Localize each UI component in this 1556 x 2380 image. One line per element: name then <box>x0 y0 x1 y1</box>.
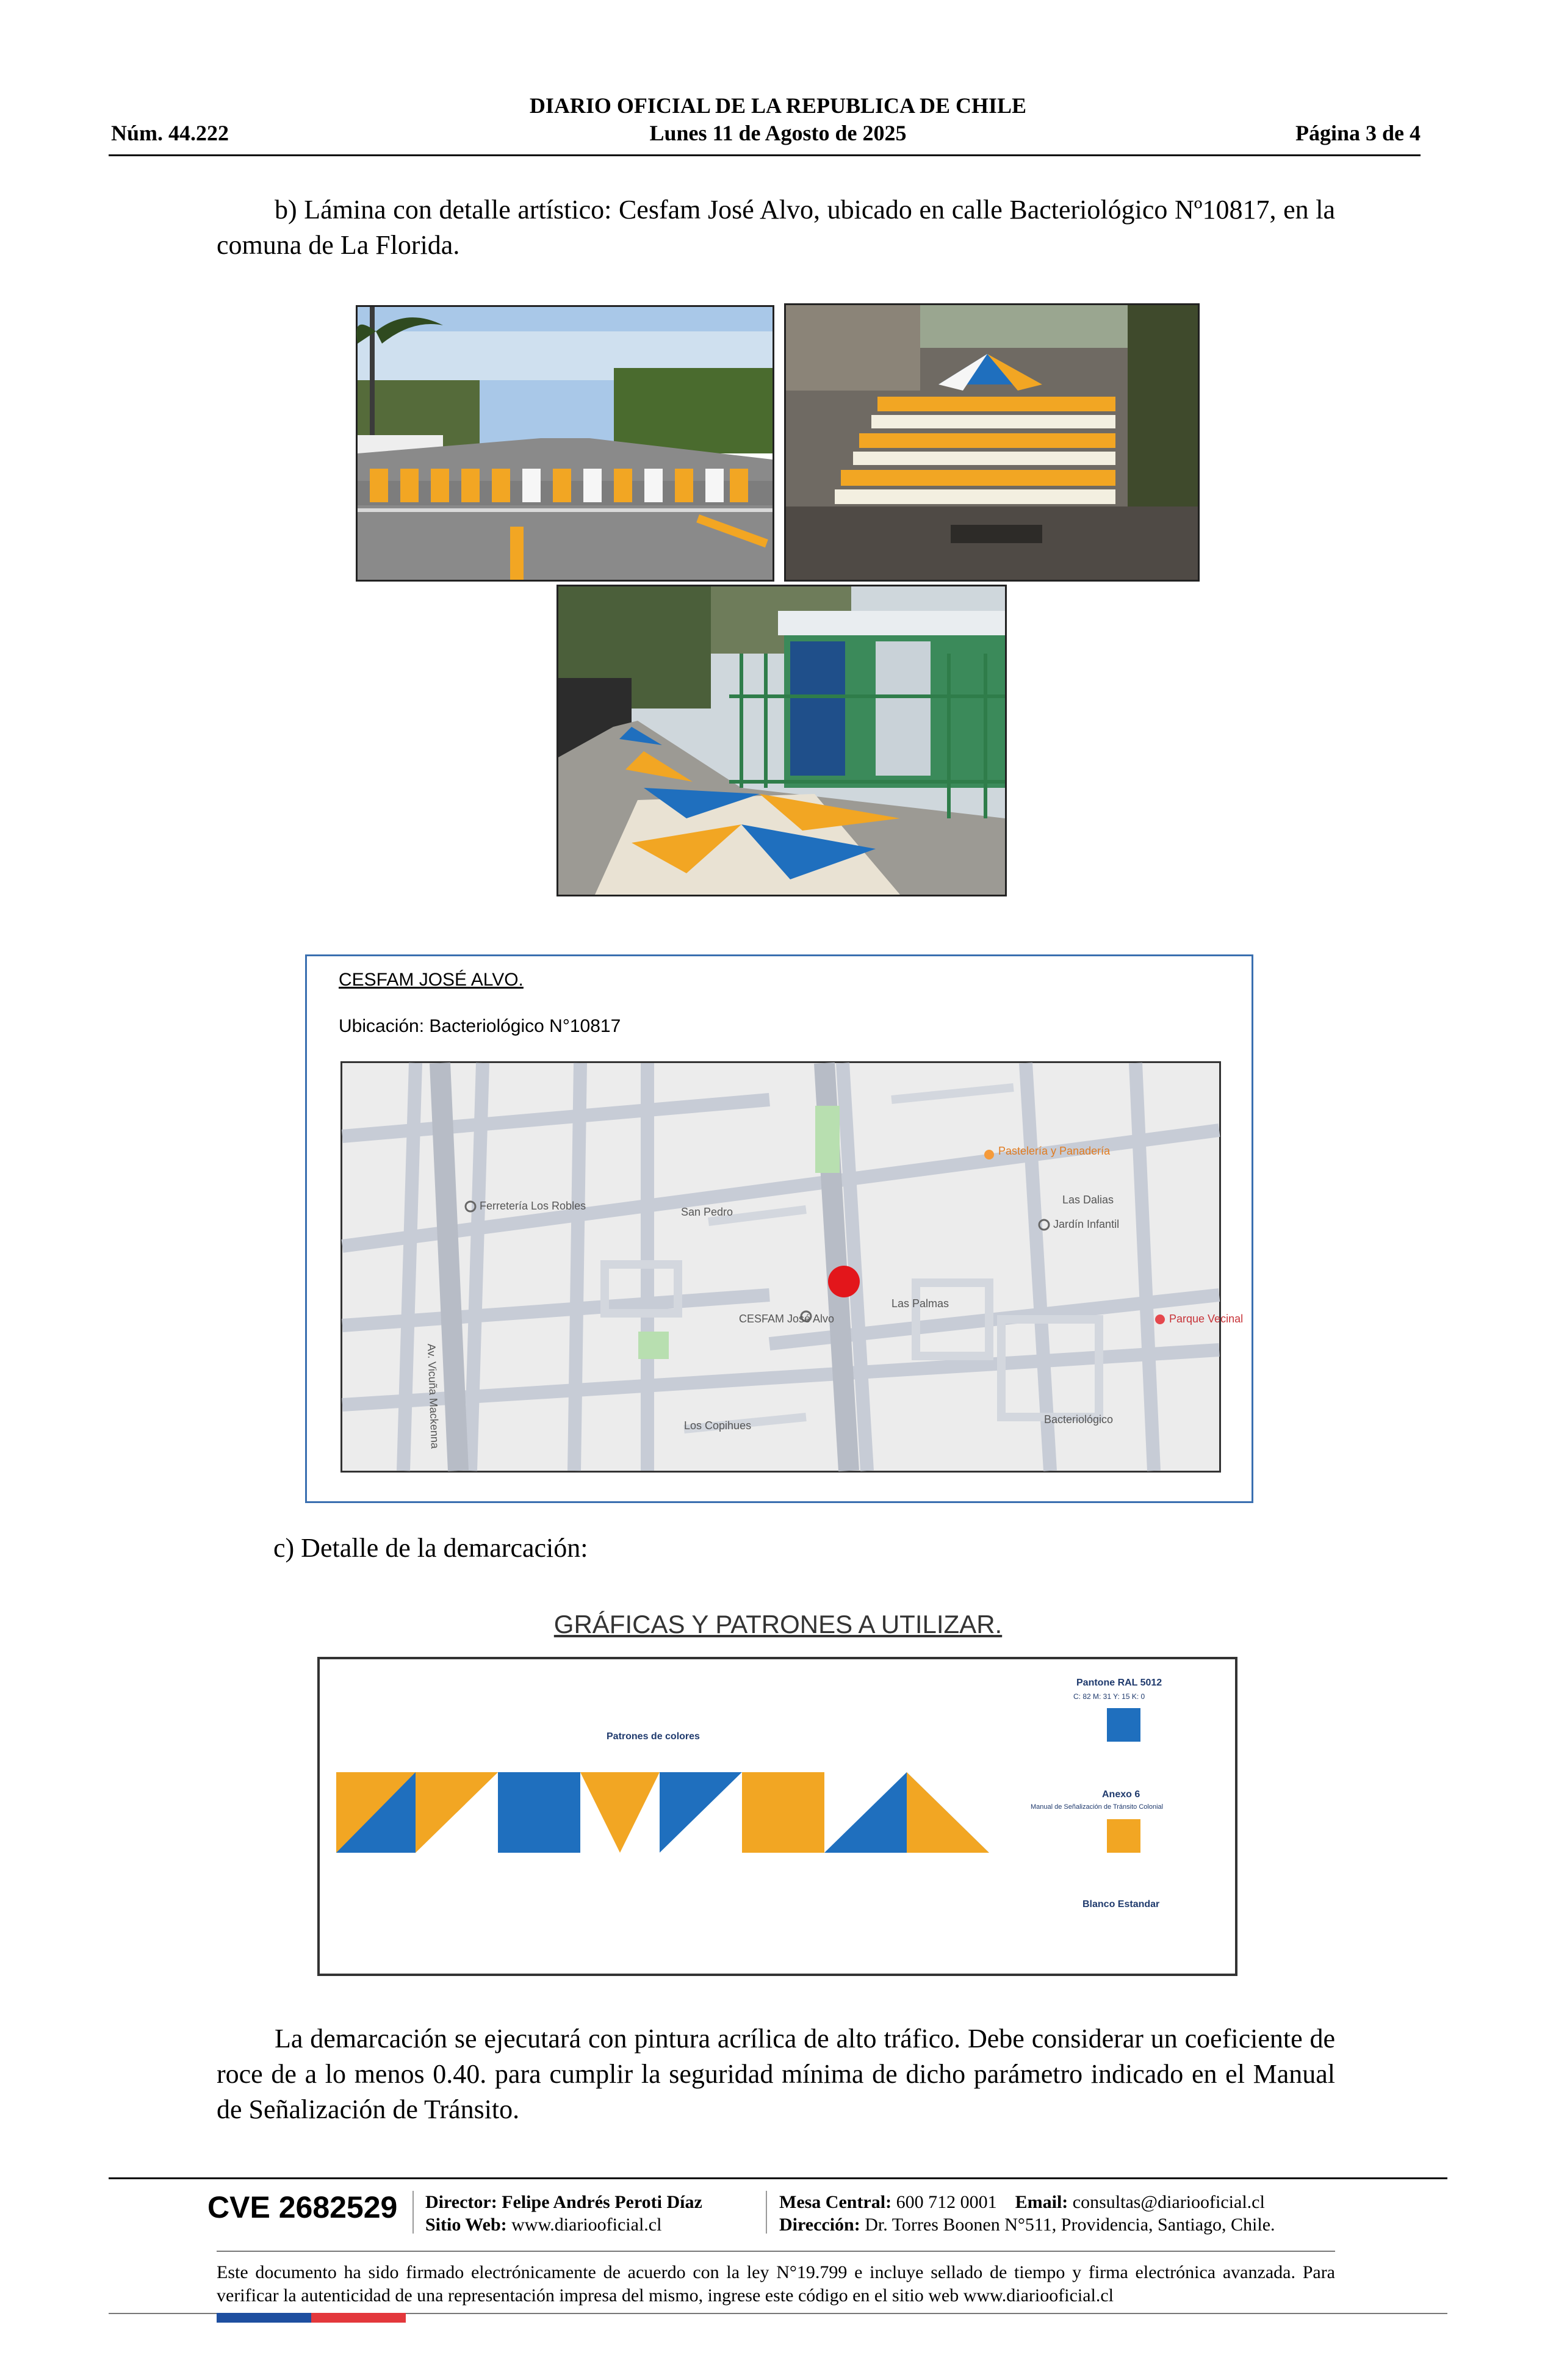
map-poi-label: Pastelería y Panadería <box>998 1145 1111 1157</box>
map-street-label: Los Copihues <box>684 1419 752 1432</box>
mesa-phone: 600 712 0001 <box>896 2192 997 2212</box>
photo-sidewalk-entrance <box>556 585 1007 896</box>
map-street-label: Av. Vicuña Mackenna <box>425 1343 441 1449</box>
location-map-card <box>305 954 1253 1503</box>
map-poi-label: Jardín Infantil <box>1053 1218 1120 1230</box>
footer-separator <box>412 2191 414 2234</box>
section-c-text: c) Detalle de la demarcación: <box>273 1533 588 1563</box>
map-street-label: Bacteriológico <box>1044 1413 1114 1426</box>
cve-code: CVE 2682529 <box>207 2190 398 2224</box>
legend-blue-sub: C: 82 M: 31 Y: 15 K: 0 <box>1073 1692 1145 1701</box>
footer-signature-note: Este documento ha sido firmado electrónicamente de acuerdo con la ley N°19.799 e incluye sellado de tiempo y firma electrónica avanzada. Para verificar la autenticidad de una representación impresa del mismo, ingrese este código en el sitio web www.diariooficial.cl <box>217 2262 1335 2306</box>
footer-director-block <box>425 2191 702 2236</box>
map-poi-icon <box>1155 1314 1165 1324</box>
street-map[interactable] <box>340 1061 1244 1473</box>
legend-blue-swatch <box>1107 1708 1140 1742</box>
map-poi-label: Ferretería Los Robles <box>480 1200 586 1212</box>
sidewalk-entrance-image <box>558 586 1005 895</box>
footer-contact-block <box>779 2191 1275 2236</box>
location-pin-icon[interactable] <box>828 1266 860 1297</box>
map-street-label: Las Palmas <box>891 1297 949 1310</box>
footer-mid-rule <box>217 2251 1335 2252</box>
site-link[interactable]: www.diariooficial.cl <box>511 2215 662 2235</box>
director-label: Director: <box>425 2192 497 2212</box>
patterns-label: Patrones de colores <box>607 1731 700 1742</box>
map-poi-label: CESFAM José Alvo <box>739 1313 835 1325</box>
graphics-title: GRÁFICAS Y PATRONES A UTILIZAR. <box>553 1610 1003 1639</box>
photo-street-crosswalk <box>356 305 774 582</box>
director-name: Felipe Andrés Peroti Díaz <box>502 2192 702 2212</box>
color-pattern-strip <box>336 1772 992 1853</box>
footer-flag-bar-red <box>311 2313 406 2323</box>
footer-top-rule <box>109 2177 1447 2179</box>
map-poi-icon <box>984 1150 994 1159</box>
legend-orange-sub: Manual de Señalización de Tránsito Colonial <box>1031 1803 1164 1811</box>
map-street-label: San Pedro <box>681 1206 733 1218</box>
section-b-paragraph <box>217 192 1335 263</box>
header-divider <box>109 154 1421 156</box>
legend-blue-name: Pantone RAL 5012 <box>1076 1678 1162 1688</box>
legend-white-name: Blanco Estandar <box>1082 1899 1160 1909</box>
site-label: Sitio Web: <box>425 2215 507 2235</box>
legend-orange-swatch <box>1107 1819 1140 1853</box>
email-label: Email: <box>1015 2192 1068 2212</box>
section-c-paragraph <box>217 1531 1335 1566</box>
crosswalk-closeup-image <box>786 305 1198 580</box>
newspaper-title: DIARIO OFICIAL DE LA REPUBLICA DE CHILE <box>529 93 1027 118</box>
footer-flag-bar-blue <box>217 2313 311 2323</box>
email-link[interactable]: consultas@diariooficial.cl <box>1072 2192 1265 2212</box>
page-number: Página 3 de 4 <box>1295 121 1421 145</box>
photo-crosswalk-closeup <box>784 303 1200 582</box>
footer-separator <box>766 2191 767 2234</box>
map-card-title: CESFAM JOSÉ ALVO. <box>339 970 524 990</box>
closing-paragraph <box>217 2021 1335 2127</box>
map-street-label: Las Dalias <box>1062 1194 1114 1206</box>
street-crosswalk-image <box>358 307 773 580</box>
section-b-text: b) Lámina con detalle artístico: Cesfam José Alvo, ubicado en calle Bacteriológico Nº10817, en la comuna de La Florida. <box>217 195 1335 260</box>
issue-number: Núm. 44.222 <box>111 121 229 145</box>
pattern-box <box>317 1657 1237 1976</box>
map-poi-label: Parque Vecinal <box>1169 1313 1244 1325</box>
mesa-label: Mesa Central: <box>779 2192 892 2212</box>
map-card-location: Ubicación: Bacteriológico N°10817 <box>339 1016 621 1036</box>
address-text: Dr. Torres Boonen N°511, Providencia, Santiago, Chile. <box>865 2215 1275 2235</box>
issue-date: Lunes 11 de Agosto de 2025 <box>649 121 907 145</box>
closing-text: La demarcación se ejecutará con pintura acrílica de alto tráfico. Debe considerar un coeficiente de roce de a lo menos 0.40. para cumplir la seguridad mínima de dicho parámetro indicado en el Manual de Señalización de Tránsito. <box>217 2024 1335 2124</box>
legend-orange-name: Anexo 6 <box>1102 1789 1140 1800</box>
street-map-image <box>342 1063 1244 1471</box>
address-label: Dirección: <box>779 2215 860 2235</box>
